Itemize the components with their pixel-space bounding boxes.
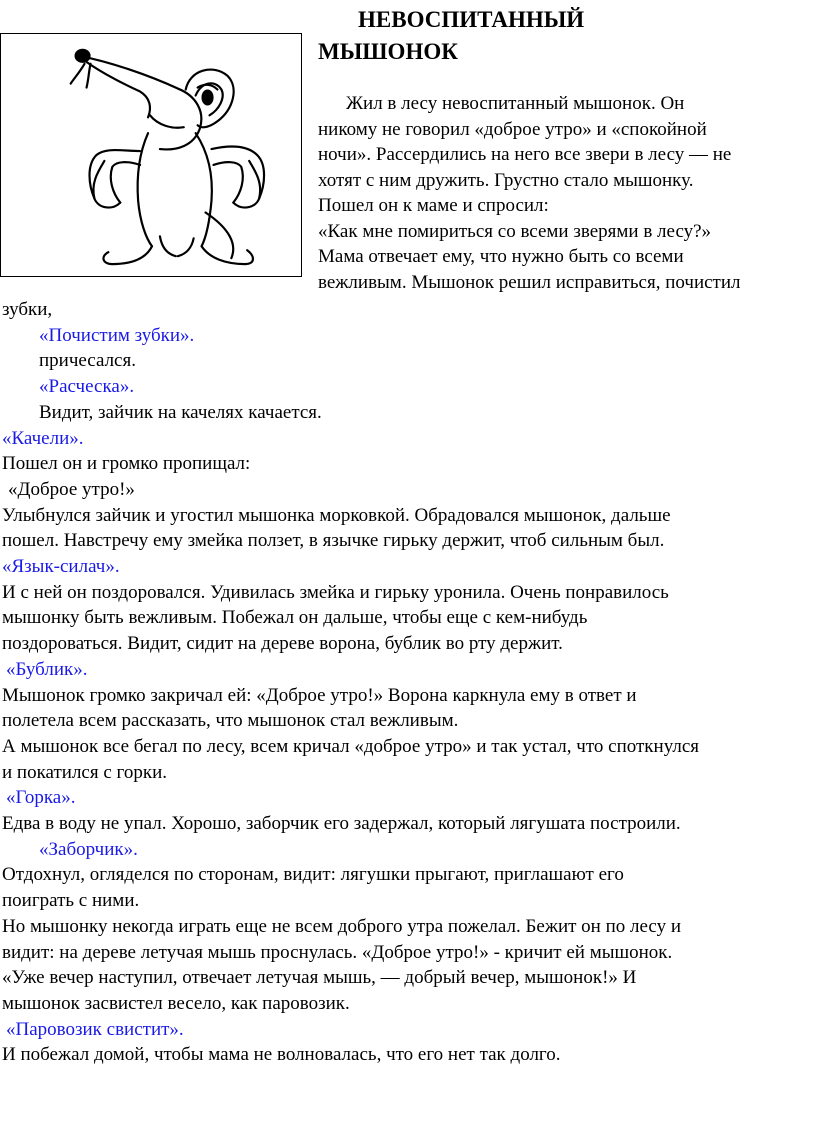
body-line: Едва в воду не упал. Хорошо, заборчик его задержал, который лягушата построили. (2, 813, 681, 835)
intro-line: вежливым. Мышонок решил исправиться, почистил (318, 271, 741, 293)
body-line: Мышонок громко закричал ей: «Доброе утро!» Ворона каркнула ему в ответ и (2, 684, 637, 706)
body-line: причесался. (39, 350, 136, 372)
mouse-illustration (0, 33, 302, 277)
mouse-drawing-icon (1, 34, 301, 276)
body-line: «Доброе утро!» (8, 478, 135, 500)
exercise-label: «Язык-силач». (2, 556, 120, 578)
body-line: «Уже вечер наступил, отвечает летучая мышь, — добрый вечер, мышонок!» И (2, 967, 637, 989)
exercise-label: «Качели». (2, 427, 84, 449)
intro-paragraph (318, 91, 816, 295)
title-line-1: НЕВОСПИТАННЫЙ (358, 7, 585, 32)
body-line: мышонок засвистел весело, как паровозик. (2, 992, 350, 1014)
intro-line: хотят с ним дружить. Грустно стало мышонку. (318, 169, 694, 191)
body-line: Но мышонку некогда играть еще не всем доброго утра пожелал. Бежит он по лесу и (2, 915, 681, 937)
body-line: полетела всем рассказать, что мышонок стал вежливым. (2, 710, 459, 732)
exercise-label: «Почистим зубки». (39, 324, 195, 346)
body-line: поиграть с ними. (2, 890, 140, 912)
body-line: и покатился с горки. (2, 761, 167, 783)
exercise-label: «Бублик». (6, 658, 88, 680)
exercise-label: «Расческа». (39, 376, 135, 398)
story-title (318, 4, 584, 68)
body-line: зубки, (2, 299, 53, 320)
body-line: Пошел он и громко пропищал: (2, 453, 251, 475)
story-body (2, 297, 814, 1068)
body-line: пошел. Навстречу ему змейка ползет, в язычке гирьку держит, чтоб сильным был. (2, 530, 665, 552)
intro-line: Пошел он к маме и спросил: (318, 195, 549, 216)
exercise-label: «Горка». (6, 787, 76, 809)
body-line: Улыбнулся зайчик и угостил мышонка морковкой. Обрадовался мышонок, дальше (2, 504, 671, 526)
body-line: видит: на дереве летучая мышь проснулась. «Доброе утро!» - кричит ей мышонок. (2, 941, 673, 963)
body-line: И с ней он поздоровался. Удивилась змейка и гирьку уронила. Очень понравилось (2, 581, 669, 603)
intro-line: «Как мне помириться со всеми зверями в лесу?» (318, 220, 712, 242)
intro-line: никому не говорил «доброе утро» и «спокойной (318, 118, 707, 140)
intro-line: Мама отвечает ему, что нужно быть со всеми (318, 246, 684, 267)
body-line: Видит, зайчик на качелях качается. (39, 401, 322, 423)
body-line: поздороваться. Видит, сидит на дереве ворона, бублик во рту держит. (2, 633, 563, 655)
exercise-label: «Паровозик свистит». (6, 1018, 184, 1040)
intro-line: ночи». Рассердились на него все звери в лесу — не (318, 144, 732, 165)
title-line-2: МЫШОНОК (318, 39, 458, 64)
exercise-label: «Заборчик». (39, 838, 138, 860)
body-line: Отдохнул, огляделся по сторонам, видит: лягушки прыгают, приглашают его (2, 864, 624, 886)
body-line: А мышонок все бегал по лесу, всем кричал «доброе утро» и так устал, что споткнулся (2, 735, 700, 757)
body-line: мышонку быть вежливым. Побежал он дальше, чтобы еще с кем-нибудь (2, 607, 588, 629)
intro-line: Жил в лесу невоспитанный мышонок. Он (346, 93, 685, 114)
body-line: И побежал домой, чтобы мама не волновалась, что его нет так долго. (2, 1044, 561, 1066)
